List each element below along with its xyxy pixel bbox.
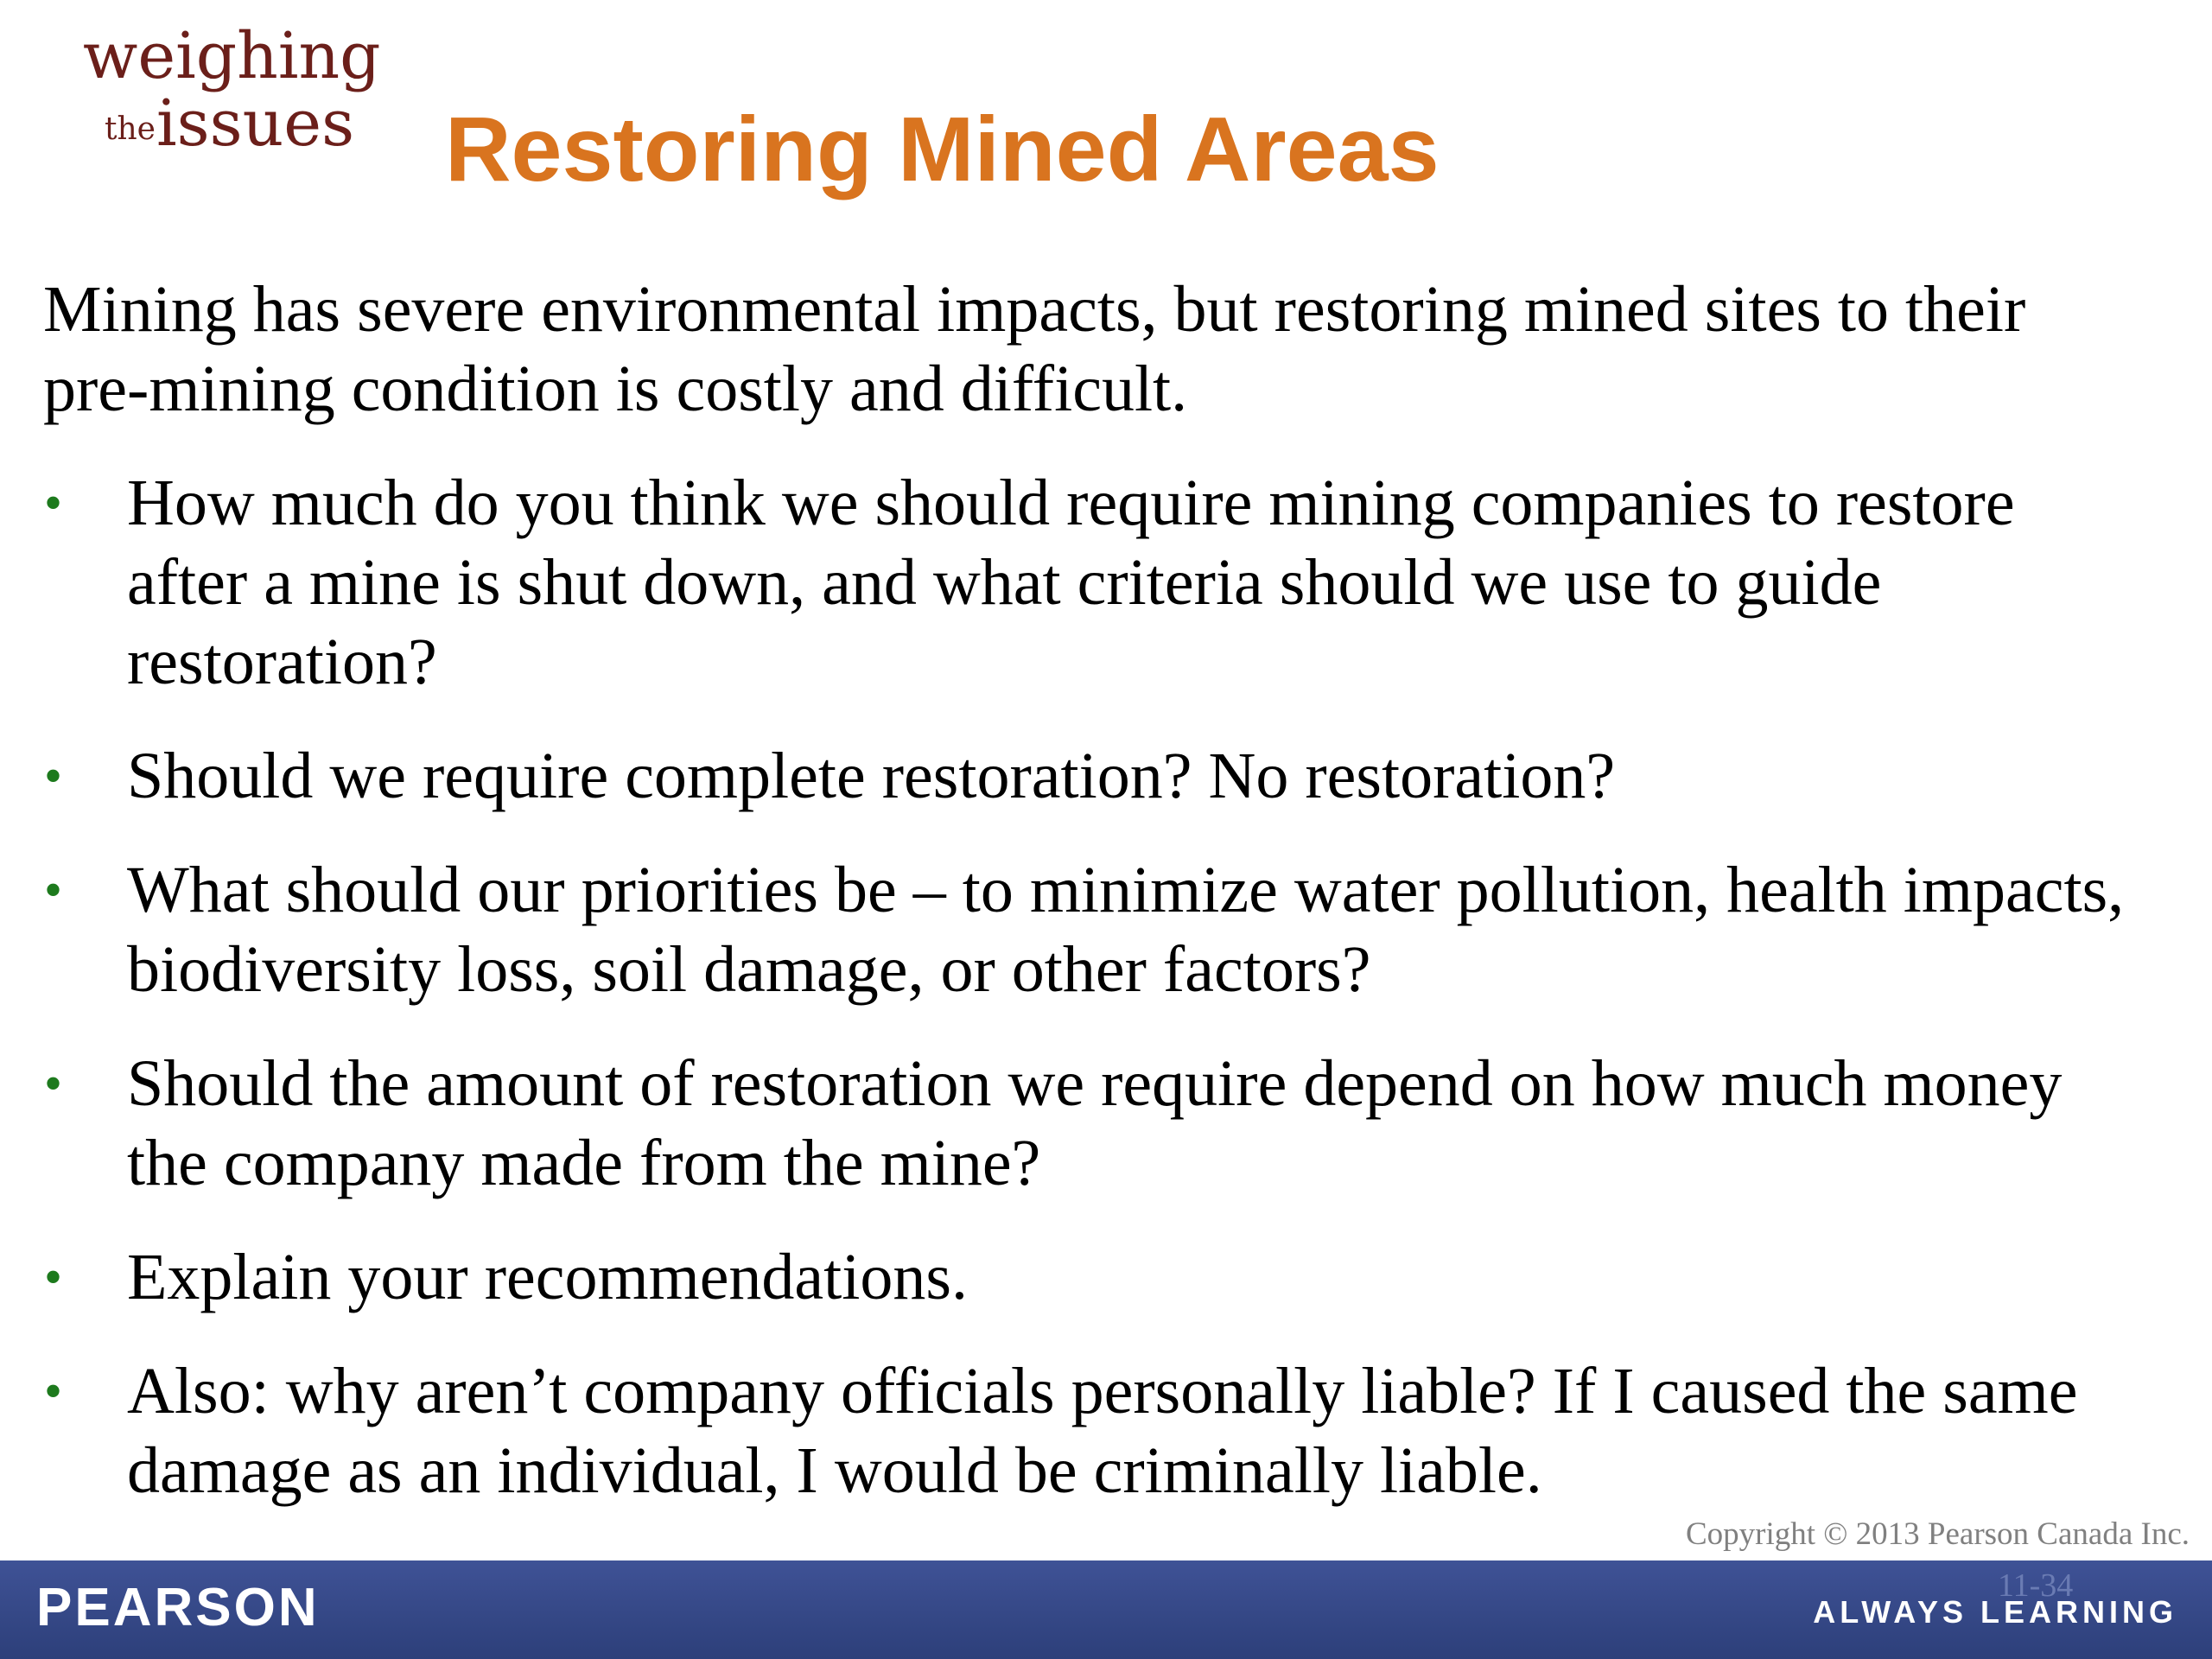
list-item — [43, 1237, 2143, 1317]
bullet-icon: • — [44, 747, 63, 804]
list-item — [43, 850, 2143, 1009]
copyright-notice: Copyright © 2013 Pearson Canada Inc. — [1685, 1516, 2190, 1552]
bullet-text: Also: why aren’t company officials personally liable? If I caused the same damage as an individual, I would be criminally liable. — [127, 1355, 2078, 1507]
footer-bar — [0, 1560, 2212, 1659]
list-item — [43, 1351, 2143, 1510]
bullet-text: Should we require complete restoration? No restoration? — [127, 740, 1616, 812]
logo-text-issues: issues — [156, 86, 355, 161]
tagline: ALWAYS LEARNING — [1813, 1594, 2177, 1630]
weighing-the-issues-logo — [83, 19, 381, 161]
list-item — [43, 1044, 2143, 1203]
bullet-text: Should the amount of restoration we require depend on how much money the company made from the mine? — [127, 1047, 2063, 1199]
intro-paragraph: Mining has severe environmental impacts, but restoring mined sites to their pre-mining condition is costly and difficult. — [43, 273, 2026, 425]
list-item — [43, 463, 2143, 702]
logo-text-the: the — [105, 111, 156, 147]
bullet-icon: • — [44, 1249, 63, 1306]
bullet-icon: • — [44, 1055, 63, 1112]
bullet-icon: • — [44, 1363, 63, 1420]
slide-title: Restoring Mined Areas — [445, 99, 1440, 200]
logo-text-weighing: weighing — [83, 19, 381, 93]
bullet-icon: • — [44, 474, 63, 531]
slide-body — [43, 270, 2143, 1545]
bullet-icon: • — [44, 861, 63, 918]
list-item — [43, 736, 2143, 816]
bullet-text: What should our priorities be – to minimize water pollution, health impacts, biodiversity loss, soil damage, or other factors? — [127, 854, 2125, 1006]
bullet-text: How much do you think we should require mining companies to restore after a mine is shut down, and what criteria should we use to guide restoration? — [127, 467, 2015, 698]
bullet-list — [43, 463, 2143, 1510]
bullet-text: Explain your recommendations. — [127, 1241, 968, 1313]
slide-number: 11-34 — [1998, 1567, 2074, 1604]
pearson-logo: PEARSON — [36, 1578, 320, 1637]
